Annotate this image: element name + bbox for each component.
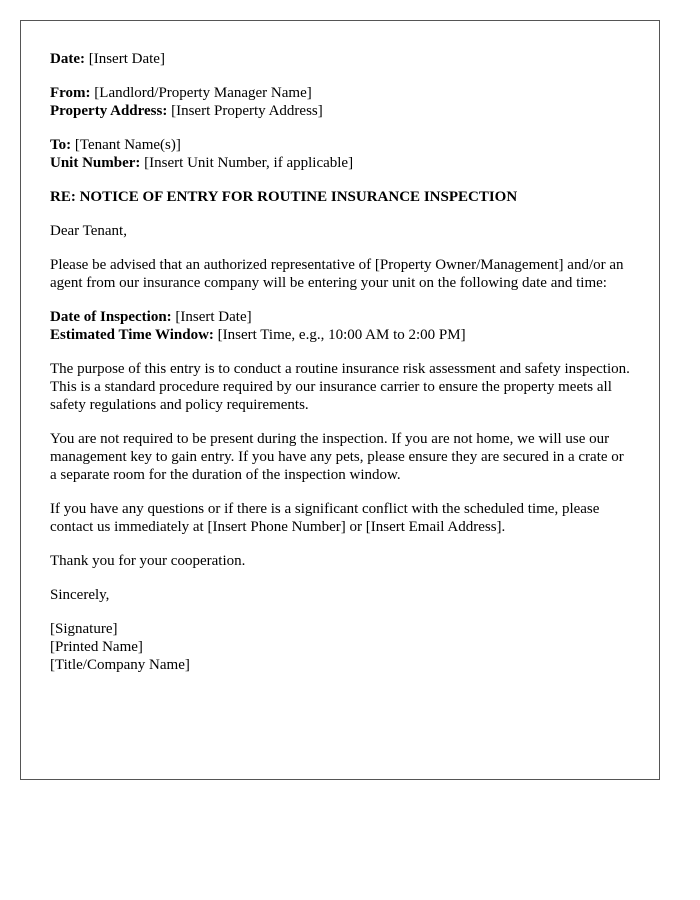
closing-block [50, 586, 632, 604]
subject-block [50, 188, 632, 206]
date-line [50, 50, 632, 68]
presence-paragraph-block [50, 430, 632, 484]
from-value: [Landlord/Property Manager Name] [94, 85, 312, 101]
salutation: Dear Tenant, [50, 223, 127, 239]
time-window-value: [Insert Time, e.g., 10:00 AM to 2:00 PM] [217, 327, 466, 343]
time-window-label: Estimated Time Window: [50, 327, 214, 343]
thanks-line: Thank you for your cooperation. [50, 553, 246, 569]
date-block [50, 50, 632, 68]
purpose-paragraph-block [50, 360, 632, 414]
printed-name-line: [Printed Name] [50, 639, 143, 655]
salutation-block [50, 222, 632, 240]
inspection-date-value: [Insert Date] [175, 309, 252, 325]
to-value: [Tenant Name(s)] [74, 137, 181, 153]
letter-content [50, 50, 632, 690]
from-label: From: [50, 85, 91, 101]
to-label: To: [50, 137, 72, 153]
from-block [50, 84, 632, 120]
inspection-block [50, 308, 632, 344]
questions-paragraph-block [50, 500, 632, 536]
signature-line: [Signature] [50, 621, 118, 637]
inspection-date-line [50, 308, 632, 326]
unit-line [50, 154, 632, 172]
inspection-date-label: Date of Inspection: [50, 309, 172, 325]
letter-page [20, 20, 660, 780]
from-line [50, 84, 632, 102]
address-label: Property Address: [50, 103, 168, 119]
address-value: [Insert Property Address] [171, 103, 323, 119]
presence-paragraph: You are not required to be present during the inspection. If you are not home, we will use our management key to gain entry. If you have any pets, please ensure they are secured in a crate or a separate room for the duration of the inspection window. [50, 431, 624, 483]
subject-line: RE: NOTICE OF ENTRY FOR ROUTINE INSURANCE INSPECTION [50, 189, 518, 205]
address-line [50, 102, 632, 120]
closing-line: Sincerely, [50, 587, 110, 603]
time-window-line [50, 326, 632, 344]
to-line [50, 136, 632, 154]
questions-paragraph: If you have any questions or if there is a significant conflict with the scheduled time, please contact us immediately at [Insert Phone Number] or [Insert Email Address]. [50, 501, 600, 535]
to-block [50, 136, 632, 172]
purpose-paragraph: The purpose of this entry is to conduct a routine insurance risk assessment and safety inspection. This is a standard procedure required by our insurance carrier to ensure the property meets all safety regulations and policy requirements. [50, 361, 630, 413]
intro-paragraph: Please be advised that an authorized representative of [Property Owner/Management] and/or an agent from our insurance company will be entering your unit on the following date and time: [50, 257, 624, 291]
signature-block [50, 620, 632, 674]
date-label: Date: [50, 51, 85, 67]
unit-value: [Insert Unit Number, if applicable] [144, 155, 354, 171]
thanks-block [50, 552, 632, 570]
title-line: [Title/Company Name] [50, 657, 190, 673]
unit-label: Unit Number: [50, 155, 141, 171]
date-value: [Insert Date] [88, 51, 165, 67]
intro-paragraph-block [50, 256, 632, 292]
